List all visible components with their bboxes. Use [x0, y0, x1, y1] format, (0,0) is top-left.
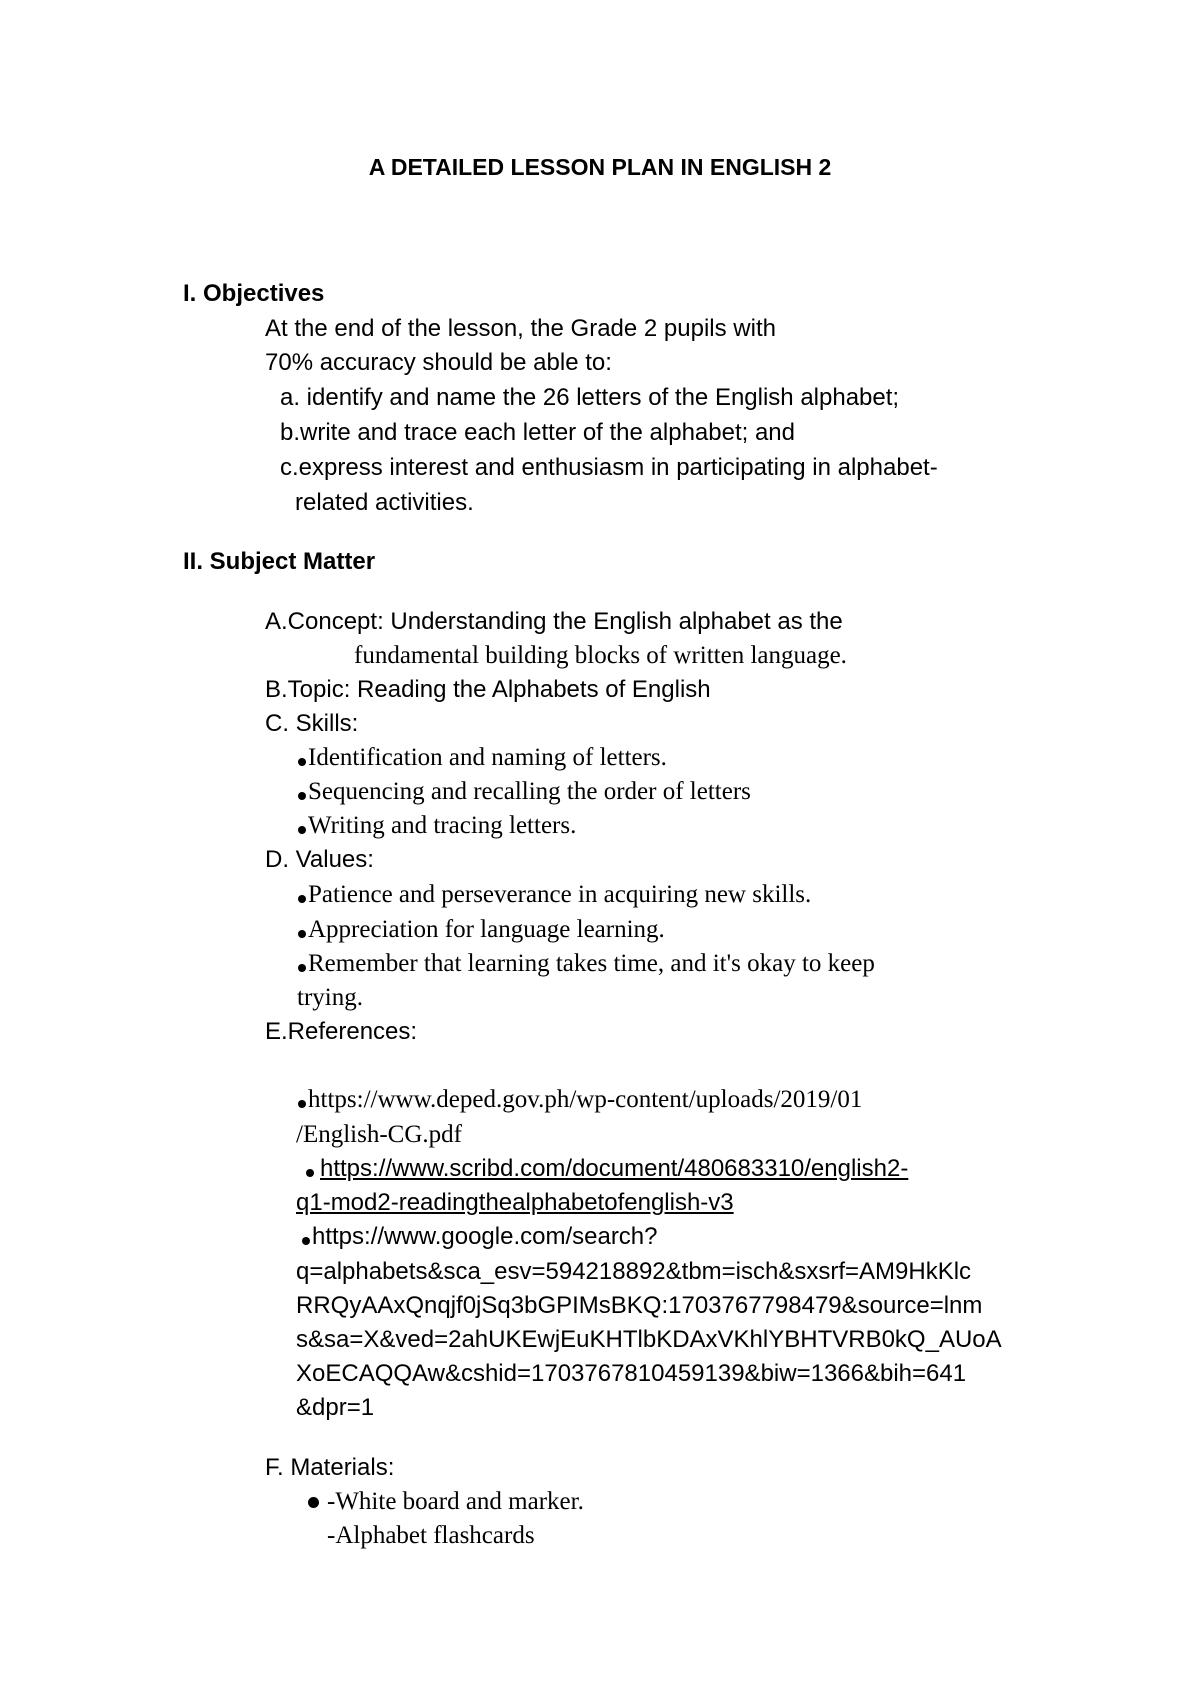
value-item-continued: trying. [297, 984, 363, 1011]
bullet-icon [298, 930, 306, 938]
skill-item [298, 811, 576, 841]
bullet-icon [298, 1100, 306, 1108]
bullet-icon [306, 1169, 314, 1177]
value-item [298, 949, 875, 979]
reference-deped-text: https://www.deped.gov.ph/wp-content/uploads/2019/01 [308, 1086, 863, 1113]
reference-google-line: s&sa=X&ved=2ahUKEwjEuKHTlbKDAxVKhlYBHTVRB0kQ_AUoA [296, 1326, 1002, 1353]
material-item [308, 1487, 584, 1517]
references-heading: E.References: [265, 1018, 418, 1045]
skill-item-text: Writing and tracing letters. [308, 812, 577, 839]
objective-item-c: c.express interest and enthusiasm in participating in alphabet- [280, 454, 938, 481]
skill-item [298, 743, 667, 773]
reference-google-text: https://www.google.com/search? [312, 1223, 658, 1250]
materials-heading: F. Materials: [265, 1454, 395, 1481]
value-item-text: Remember that learning takes time, and it's okay to keep [308, 950, 875, 977]
reference-deped-line-2: /English-CG.pdf [296, 1121, 462, 1148]
reference-scribd-link-line-2[interactable]: q1-mod2-readingthealphabetofenglish-v3 [296, 1189, 734, 1216]
reference-scribd-line-1[interactable] [306, 1154, 908, 1184]
objectives-intro-line-2: 70% accuracy should be able to: [265, 349, 612, 376]
concept-label: A.Concept: Understanding the English alphabet as the [265, 608, 843, 635]
page-title: A DETAILED LESSON PLAN IN ENGLISH 2 [368, 154, 832, 180]
concept-line-1 [265, 607, 843, 637]
reference-deped-line-1 [298, 1085, 862, 1115]
value-item [298, 915, 665, 945]
skill-item-text: Sequencing and recalling the order of letters [308, 778, 751, 805]
value-item [298, 880, 811, 910]
objectives-intro-line-1: At the end of the lesson, the Grade 2 pupils with [265, 315, 776, 342]
skill-item [298, 777, 751, 807]
skill-item-text: Identification and naming of letters. [308, 744, 667, 771]
bullet-icon [298, 964, 306, 972]
value-item-text: Patience and perseverance in acquiring new skills. [308, 881, 812, 908]
subject-matter-heading: II. Subject Matter [183, 548, 376, 575]
topic: B.Topic: Reading the Alphabets of English [265, 676, 711, 703]
objective-item-c-continued: related activities. [295, 489, 474, 516]
reference-scribd-link[interactable]: https://www.scribd.com/document/480683310/english2- [320, 1155, 909, 1182]
bullet-icon [302, 1237, 310, 1245]
bullet-icon [298, 792, 306, 800]
bullet-icon [308, 1497, 319, 1508]
reference-google-line: &dpr=1 [296, 1394, 375, 1421]
reference-google-line-1 [302, 1222, 658, 1252]
bullet-icon [298, 758, 306, 766]
material-item: -Alphabet flashcards [327, 1522, 535, 1549]
reference-google-line: q=alphabets&sca_esv=594218892&tbm=isch&sxsrf=AM9HkKlc [296, 1258, 972, 1285]
objective-item-a: a. identify and name the 26 letters of the English alphabet; [280, 384, 900, 411]
concept-line-2: fundamental building blocks of written language. [354, 642, 847, 669]
skills-heading: C. Skills: [265, 710, 359, 737]
reference-google-line: XoECAQQAw&cshid=1703767810459139&biw=1366&bih=641 [296, 1360, 967, 1387]
objective-item-b: b.write and trace each letter of the alphabet; and [280, 419, 796, 446]
objectives-heading: I. Objectives [183, 280, 325, 307]
bullet-icon [298, 826, 306, 834]
values-heading: D. Values: [265, 846, 374, 873]
value-item-text: Appreciation for language learning. [308, 916, 665, 943]
bullet-icon [298, 895, 306, 903]
reference-google-line: RRQyAAxQnqjf0jSq3bGPIMsBKQ:1703767798479&source=lnm [296, 1292, 983, 1319]
material-item-text: -White board and marker. [327, 1488, 584, 1515]
